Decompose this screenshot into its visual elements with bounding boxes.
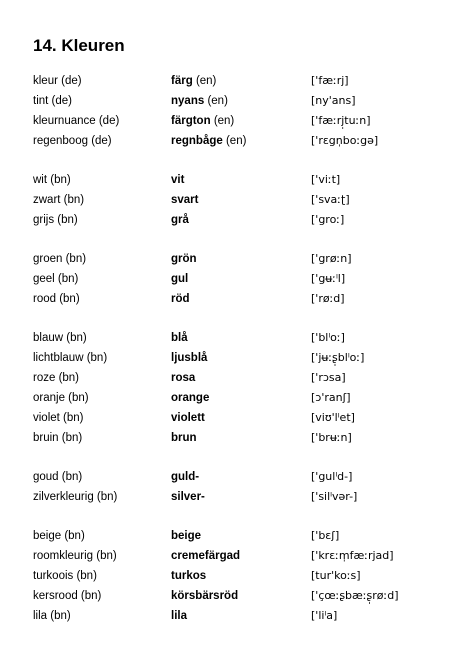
pronunciation: ['brʉːn]	[311, 431, 352, 444]
dutch-word: tint (de)	[33, 95, 72, 107]
swedish-word-text: lila	[171, 610, 187, 622]
dutch-word: violet (bn)	[33, 412, 84, 424]
swedish-gender: (en)	[195, 75, 217, 87]
swedish-word-text: regnbåge	[171, 135, 223, 147]
pronunciation: ['liˡa]	[311, 609, 338, 622]
swedish-word	[171, 269, 188, 289]
swedish-word-text: grå	[171, 214, 189, 226]
vocab-row	[0, 131, 474, 151]
dutch-word: zilverkleurig (bn)	[33, 491, 118, 503]
swedish-word	[171, 190, 199, 210]
swedish-word	[171, 388, 209, 408]
dutch-word: rood (bn)	[33, 293, 80, 305]
dutch-word: beige (bn)	[33, 530, 85, 542]
pronunciation: ['jʉːʂ̩blˡoː]	[311, 351, 365, 364]
swedish-word-text: gul	[171, 273, 189, 285]
dutch-word: grijs (bn)	[33, 214, 78, 226]
vocab-row	[0, 388, 474, 408]
vocab-row	[0, 487, 474, 507]
vocab-row	[0, 526, 474, 546]
swedish-word-text: orange	[171, 392, 210, 404]
swedish-word	[171, 467, 199, 487]
swedish-word	[171, 289, 190, 309]
swedish-word-text: färg	[171, 75, 193, 87]
vocab-row	[0, 111, 474, 131]
swedish-gender: (en)	[225, 135, 247, 147]
swedish-word-text: röd	[171, 293, 190, 305]
swedish-word-text: ljusblå	[171, 352, 208, 364]
vocab-row	[0, 428, 474, 448]
swedish-word	[171, 586, 238, 606]
dutch-word: kleurnuance (de)	[33, 115, 120, 127]
vocab-row	[0, 289, 474, 309]
dutch-word: bruin (bn)	[33, 432, 83, 444]
dutch-word: blauw (bn)	[33, 332, 87, 344]
swedish-word-text: körsbärsröd	[171, 590, 239, 602]
swedish-word	[171, 210, 189, 230]
pronunciation: ['groː]	[311, 213, 345, 226]
swedish-word-text: grön	[171, 253, 197, 265]
swedish-word-text: cremefärgad	[171, 550, 241, 562]
dutch-word: goud (bn)	[33, 471, 83, 483]
vocab-row	[0, 348, 474, 368]
pronunciation: ['fæːrj]	[311, 74, 349, 87]
swedish-word-text: vit	[171, 174, 185, 186]
swedish-word-text: rosa	[171, 372, 196, 384]
pronunciation: ['çœːʂbæːʂ̩røːd]	[311, 589, 399, 602]
page-title: 14. Kleuren	[33, 36, 125, 55]
swedish-word-text: färgton	[171, 115, 211, 127]
swedish-word	[171, 368, 195, 388]
vocab-row	[0, 408, 474, 428]
vocab-row	[0, 269, 474, 289]
dutch-word: oranje (bn)	[33, 392, 89, 404]
pronunciation: ['rɔsa]	[311, 371, 346, 384]
pronunciation: ['viːt]	[311, 173, 341, 186]
dutch-word: turkoois (bn)	[33, 570, 97, 582]
swedish-word-text: guld-	[171, 471, 200, 483]
dutch-word: zwart (bn)	[33, 194, 85, 206]
swedish-word	[171, 170, 184, 190]
dutch-word: lila (bn)	[33, 610, 71, 622]
dutch-word: geel (bn)	[33, 273, 79, 285]
swedish-word-text: nyans	[171, 95, 205, 107]
dutch-word: groen (bn)	[33, 253, 87, 265]
vocab-row	[0, 368, 474, 388]
pronunciation: ['grøːn]	[311, 252, 352, 265]
pronunciation: [ɔ'ranʃ]	[311, 391, 351, 404]
dutch-word: kleur (de)	[33, 75, 82, 87]
swedish-word	[171, 408, 205, 428]
swedish-word	[171, 111, 234, 131]
swedish-word-text: beige	[171, 530, 202, 542]
vocab-row	[0, 467, 474, 487]
pronunciation: ['krɛːm̩fæːrjad]	[311, 549, 394, 562]
pronunciation: [ny'ans]	[311, 94, 356, 107]
swedish-word	[171, 328, 188, 348]
swedish-word	[171, 71, 216, 91]
vocab-row	[0, 91, 474, 111]
dutch-word: kersrood (bn)	[33, 590, 102, 602]
pronunciation: ['blˡoː]	[311, 331, 345, 344]
dutch-word: roomkleurig (bn)	[33, 550, 117, 562]
vocab-row	[0, 190, 474, 210]
pronunciation: [tur'koːs]	[311, 569, 361, 582]
vocab-row	[0, 71, 474, 91]
swedish-word-text: turkos	[171, 570, 207, 582]
pronunciation: ['fæːrj̩tuːn]	[311, 114, 371, 127]
swedish-word-text: svart	[171, 194, 199, 206]
pronunciation: ['svaːʈ]	[311, 193, 350, 206]
pronunciation: ['gulˡd-]	[311, 470, 353, 483]
swedish-word	[171, 348, 207, 368]
swedish-word	[171, 131, 246, 151]
pronunciation: ['røːd]	[311, 292, 345, 305]
pronunciation: ['silˡvər-]	[311, 490, 358, 503]
dutch-word: regenboog (de)	[33, 135, 112, 147]
vocab-row	[0, 586, 474, 606]
swedish-word-text: silver-	[171, 491, 205, 503]
pronunciation: ['bɛʃ]	[311, 529, 340, 542]
vocab-row	[0, 546, 474, 566]
swedish-gender: (en)	[213, 115, 235, 127]
swedish-word-text: violett	[171, 412, 205, 424]
vocab-row	[0, 170, 474, 190]
swedish-word	[171, 428, 197, 448]
swedish-gender: (en)	[207, 95, 228, 107]
vocab-row	[0, 606, 474, 626]
swedish-word	[171, 487, 205, 507]
swedish-word	[171, 546, 240, 566]
dutch-word: lichtblauw (bn)	[33, 352, 108, 364]
dutch-word: wit (bn)	[33, 174, 71, 186]
swedish-word-text: brun	[171, 432, 197, 444]
vocab-row	[0, 328, 474, 348]
swedish-word	[171, 249, 197, 269]
vocab-row	[0, 566, 474, 586]
vocab-row	[0, 249, 474, 269]
swedish-word	[171, 91, 228, 111]
swedish-word	[171, 566, 206, 586]
pronunciation: ['rɛgn̩boːgə]	[311, 134, 379, 147]
vocab-row	[0, 210, 474, 230]
swedish-word	[171, 526, 201, 546]
dutch-word: roze (bn)	[33, 372, 80, 384]
pronunciation: ['gʉːˡl]	[311, 272, 346, 285]
pronunciation: [viʊ'lˡet]	[311, 411, 355, 424]
swedish-word-text: blå	[171, 332, 188, 344]
swedish-word	[171, 606, 187, 626]
